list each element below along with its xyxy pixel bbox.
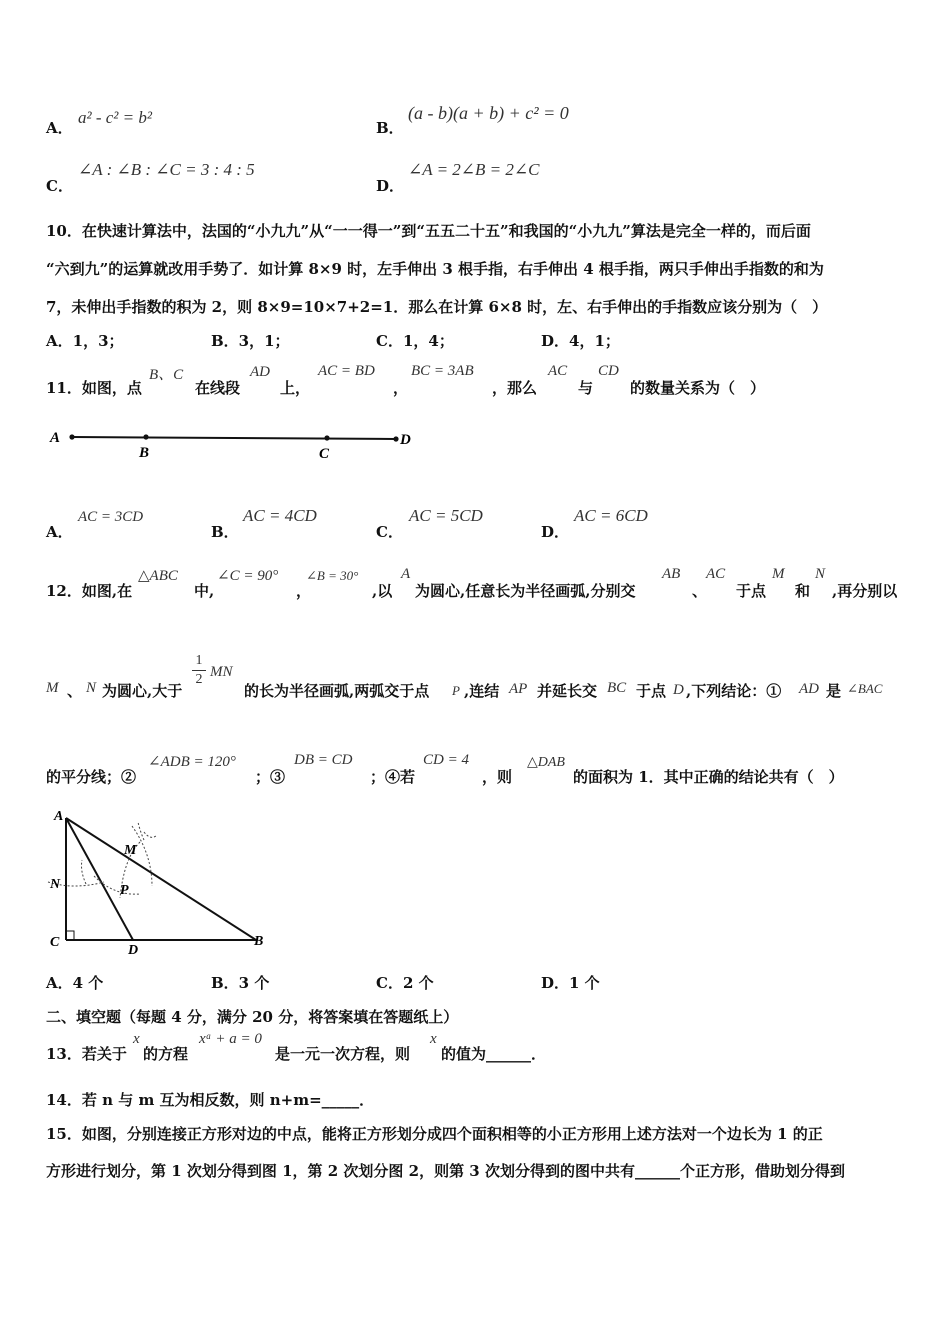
q11-math: AD	[250, 364, 270, 380]
q11-math: BC = 3AB	[411, 363, 474, 379]
q11-optC-label: C．	[376, 523, 403, 541]
q11-text: 在线段	[195, 379, 241, 397]
q15-line1: 15．如图，分别连接正方形对边的中点，能将正方形划分成四个面积相等的小正方形用上述方法对一个边长为 1 的正	[46, 1125, 823, 1143]
q11-text: 11．如图，点	[46, 379, 142, 397]
q12-text: ,再分别以	[832, 582, 898, 600]
q12-math: AD	[799, 681, 819, 697]
q11-optC-expr: AC = 5CD	[409, 506, 483, 525]
label-A: A	[54, 809, 64, 824]
q12-math: M	[46, 680, 59, 696]
q12-math: AC	[706, 566, 726, 582]
label-B: B	[254, 934, 264, 949]
q10-optC: C．1，4；	[376, 332, 454, 350]
q12-text: 和	[795, 582, 811, 600]
q10-line3: 7，未伸出手指数的积为 2，则 8×9=10×7+2=1．那么在计算 6×8 时，左、右手伸出的手指数应该分别为（ ）	[46, 298, 828, 316]
q12-math: N	[86, 680, 97, 696]
q11-text: 的数量关系为（ ）	[630, 379, 766, 397]
q12-math: P	[452, 683, 460, 698]
arc-M-small	[144, 832, 156, 837]
q11-optD-expr: AC = 6CD	[574, 506, 648, 525]
q12-text: 并延长交	[537, 682, 598, 700]
q11-optA-label: A．	[46, 523, 73, 541]
q13-text: 的值为______．	[441, 1045, 547, 1063]
q9-optB-expr: (a - b)(a + b) + c² = 0	[408, 103, 569, 123]
q12-math: MN	[210, 664, 233, 680]
q12-math: CD = 4	[423, 752, 469, 768]
q11-segment-figure	[44, 424, 424, 464]
q12-optC: C．2 个	[376, 974, 434, 992]
right-angle-mark	[66, 931, 74, 940]
q13-text: 13．若关于	[46, 1045, 127, 1063]
label-N: N	[50, 877, 61, 892]
q12-text: 为圆心,任意长为半径画弧,分别交	[415, 582, 636, 600]
label-P: P	[120, 883, 129, 898]
label-D: D	[400, 432, 411, 448]
point-A	[69, 434, 74, 439]
q12-math: AB	[662, 566, 681, 582]
q10-optD: D．4，1；	[541, 332, 620, 350]
side-AB	[66, 818, 256, 940]
q12-text: 、	[692, 582, 708, 600]
q12-math: ∠B = 30°	[306, 568, 359, 583]
label-C: C	[319, 446, 330, 462]
q12-math: BC	[607, 680, 627, 696]
q12-math: A	[401, 566, 411, 582]
q12-text: 中,	[194, 582, 215, 600]
q12-optB: B．3 个	[211, 974, 270, 992]
q12-text: 、	[67, 682, 83, 700]
q12-text: ,连结	[464, 682, 500, 700]
q10-line1: 10．在快速计算法中，法国的“小九九”从“一一得一”到“五五二十五”和我国的“小九九”算法是完全一样的，而后面	[46, 222, 811, 240]
q12-text: ，则	[482, 768, 513, 786]
q12-math: DB = CD	[294, 752, 353, 768]
q12-math: D	[673, 682, 684, 698]
q13-text: 的方程	[143, 1045, 189, 1063]
q11-optB-label: B．	[211, 523, 239, 541]
q12-text: 为圆心,大于	[102, 682, 183, 700]
q12-text: ；④若	[370, 768, 416, 786]
label-D: D	[128, 943, 139, 958]
q12-text: 12．如图,在	[46, 582, 133, 600]
q11-optD-label: D．	[541, 523, 570, 541]
q9-optC-expr: ∠A : ∠B : ∠C = 3 : 4 : 5	[78, 160, 255, 179]
point-B	[143, 434, 148, 439]
q12-math: AP	[509, 681, 528, 697]
q11-optB-expr: AC = 4CD	[243, 506, 317, 525]
q9-optD-label: D．	[376, 177, 405, 195]
q11-math: AC = BD	[318, 363, 375, 379]
fraction-numerator: 1	[195, 653, 203, 668]
q12-math: ∠C = 90°	[217, 568, 279, 584]
q11-optA-expr: AC = 3CD	[78, 509, 144, 525]
label-A: A	[50, 430, 61, 446]
q13-text: 是一元一次方程，则	[275, 1045, 411, 1063]
q11-text: ，	[393, 379, 409, 397]
q11-math: AC	[548, 363, 568, 379]
segment-AD	[72, 437, 396, 439]
q12-text: 的长为半径画弧,两弧交于点	[244, 682, 430, 700]
q9-optD-expr: ∠A = 2∠B = 2∠C	[408, 160, 540, 179]
q12-optD: D．1 个	[541, 974, 600, 992]
q12-text: 是	[826, 682, 842, 700]
q12-text: ，	[296, 582, 312, 600]
q10-line2: “六到九”的运算就改用手势了．如计算 8×9 时，左手伸出 3 根手指，右手伸出 4 根手指，两只手伸出手指数的和为	[46, 260, 824, 278]
q12-triangle-figure	[44, 806, 274, 958]
q11-text: 上，	[280, 379, 311, 397]
arc-through-N	[82, 860, 87, 884]
q12-text: ,以	[372, 582, 393, 600]
q9-optA-label: A．	[46, 119, 73, 137]
q9-optB-label: B．	[376, 119, 404, 137]
q12-math: ∠BAC	[847, 681, 883, 696]
label-B: B	[139, 445, 150, 461]
q11-text: 与	[578, 379, 594, 397]
label-C: C	[50, 935, 60, 950]
point-C	[324, 435, 329, 440]
fraction-denominator: 2	[195, 672, 203, 687]
q10-optB: B．3，1；	[211, 332, 290, 350]
q10-optA: A．1，3；	[46, 332, 124, 350]
q12-text: 的面积为 1．其中正确的结论共有（ ）	[573, 768, 844, 786]
q12-text: 的平分线；②	[46, 768, 137, 786]
q13-math: x	[430, 1031, 437, 1047]
section-heading-fill-in: 二、填空题（每题 4 分，满分 20 分，将答案填在答题纸上）	[46, 1008, 459, 1026]
q11-text: ，那么	[492, 379, 538, 397]
q12-math: ∠ADB = 120°	[148, 754, 236, 770]
q12-text: 于点	[736, 582, 767, 600]
q12-optA: A．4 个	[46, 974, 104, 992]
q9-optC-label: C．	[46, 177, 73, 195]
q12-math: N	[815, 566, 826, 582]
q11-math: CD	[598, 363, 619, 379]
q13-math: x	[133, 1031, 140, 1047]
q12-math: △ABC	[138, 568, 178, 584]
q15-line2: 方形进行划分，第 1 次划分得到图 1，第 2 次划分图 2，则第 3 次划分得到的图中共有______个正方形，借助划分得到	[46, 1162, 845, 1180]
q9-optA-expr: a² - c² = b²	[78, 108, 152, 127]
point-D	[393, 436, 398, 441]
q11-math: B、C	[149, 367, 184, 383]
q12-fraction	[192, 653, 206, 688]
q12-text: ；③	[255, 768, 286, 786]
q13-math: xᵃ + a = 0	[199, 1031, 262, 1047]
arc-from-M	[94, 876, 140, 894]
q12-text: ,下列结论：①	[686, 682, 782, 700]
label-M: M	[124, 843, 137, 858]
q14-stem: 14．若 n 与 m 互为相反数，则 n+m=_____．	[46, 1091, 375, 1109]
q12-math: M	[772, 566, 785, 582]
q12-math: △DAB	[527, 755, 565, 770]
q12-text: 于点	[636, 682, 667, 700]
